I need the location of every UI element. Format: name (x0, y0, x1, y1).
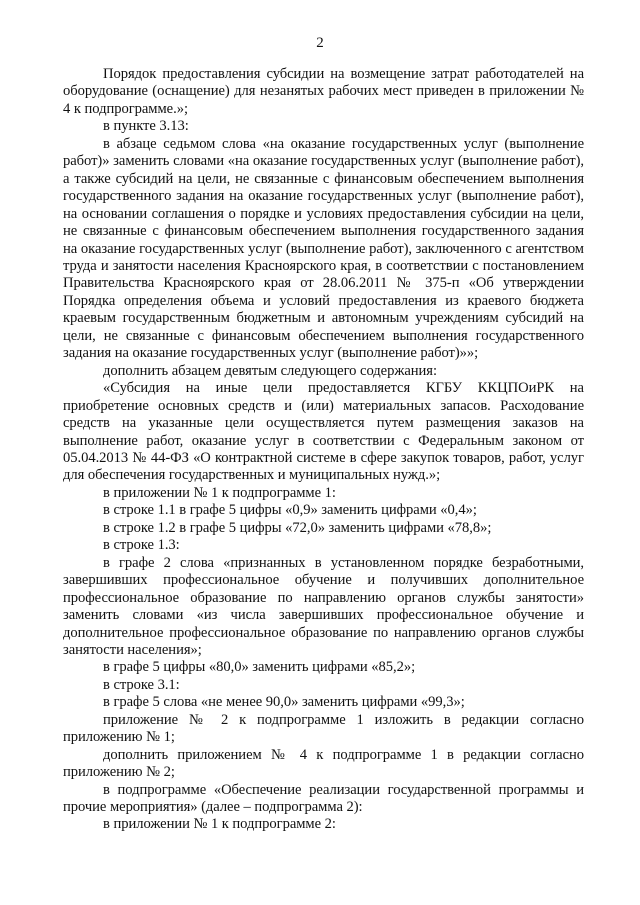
paragraph: в строке 1.3: (103, 537, 180, 554)
paragraph: в строке 3.1: (103, 676, 180, 693)
paragraph: дополнить приложением № 4 к подпрограмме 1 в редакции согласно приложению № 2; (63, 746, 584, 781)
paragraph: в графе 5 цифры «80,0» заменить цифрами «85,2»; (103, 659, 416, 676)
document-body (63, 66, 584, 834)
paragraph: в графе 5 слова «не менее 90,0» заменить цифрами «99,3»; (103, 694, 465, 711)
paragraph: в приложении № 1 к подпрограмме 1: (103, 484, 336, 501)
paragraph: в графе 2 слова «признанных в установленном порядке безработными, завершивших профессиональное обучение и получивших дополнительное профессиональное образование по направлению органов службы занятости» заменить словами «из числа завершивших профессиональное обучение и дополнительное профессиональное образование по направлению органов службы занятости населения»; (63, 554, 584, 658)
paragraph: в строке 1.2 в графе 5 цифры «72,0» заменить цифрами «78,8»; (103, 519, 492, 536)
paragraph: в пункте 3.13: (103, 118, 189, 135)
paragraph: в абзаце седьмом слова «на оказание государственных услуг (выполнение работ)» заменить словами «на оказание государственных услуг (выполнение работ), а также субсидий на цели, не связанные с финансовым обеспечением выполнения государственного задания на оказание государственных услуг (выполнение работ), на основании соглашения о порядке и условиях предоставления субсидии на цели, не связанные с финансовым обеспечением выполнения государственного задания на оказание государственных услуг (выполнение работ), заключенного с агентством труда и занятости населения Красноярского края, в соответствии с постановлением Правительства Красноярского края от 28.06.2011 № 375-п «Об утверждении Порядка определения объема и условий предоставления из краевого бюджета краевым государственным бюджетным и автономным учреждениям субсидий на цели, не связанные с финансовым обеспечением выполнения государственного задания на оказание государственных услуг (выполнение работ)»»; (63, 135, 584, 362)
paragraph: дополнить абзацем девятым следующего содержания: (103, 362, 437, 379)
paragraph: Порядок предоставления субсидии на возмещение затрат работодателей на оборудование (оснащение) для незанятых рабочих мест приведен в приложении № 4 к подпрограмме.»; (63, 66, 584, 117)
paragraph: в приложении № 1 к подпрограмме 2: (103, 816, 336, 833)
paragraph: приложение № 2 к подпрограмме 1 изложить в редакции согласно приложению № 1; (63, 711, 584, 746)
paragraph: в строке 1.1 в графе 5 цифры «0,9» заменить цифрами «0,4»; (103, 502, 477, 519)
paragraph: «Субсидия на иные цели предоставляется КГБУ ККЦПОиРК на приобретение основных средств и (или) материальных запасов. Расходование средств на указанные цели осуществляется путем размещения заказов на выполнение работ, оказание услуг в соответствии с Федеральным законом от 05.04.2013 № 44-ФЗ «О контрактной системе в сфере закупок товаров, работ, услуг для обеспечения государственных и муниципальных нужд.»; (63, 380, 584, 484)
paragraph: в подпрограмме «Обеспечение реализации государственной программы и прочие мероприятия» (далее – подпрограмма 2): (63, 781, 584, 816)
page-number: 2 (316, 35, 324, 51)
